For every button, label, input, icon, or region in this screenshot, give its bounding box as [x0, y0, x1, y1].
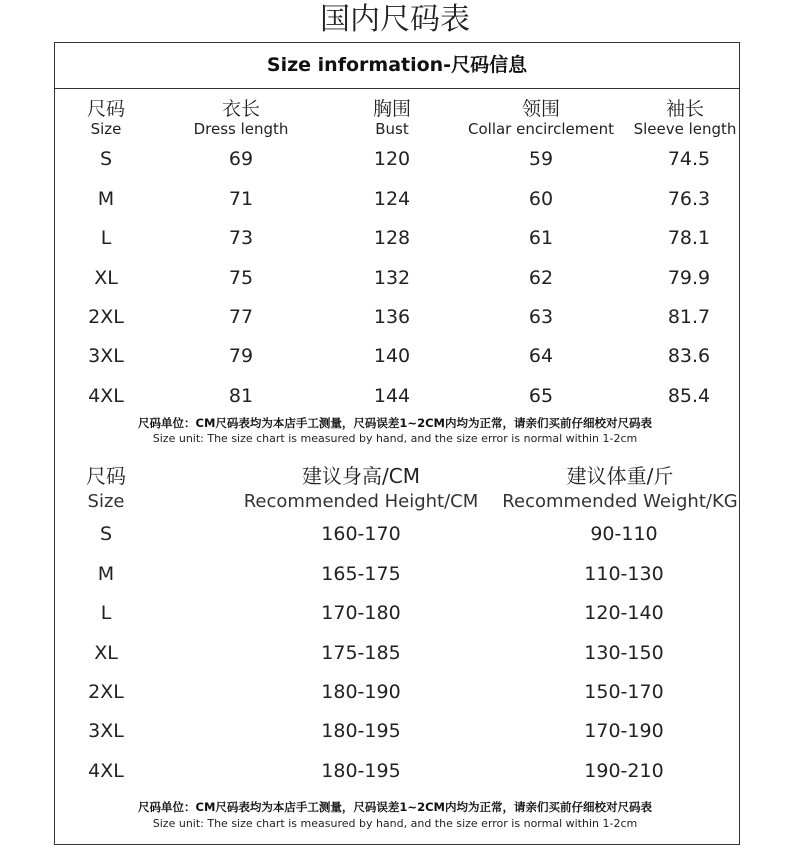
cell-bust: 144	[373, 385, 411, 407]
header2-height-en: Recommended Height/CM	[243, 491, 479, 512]
header-dress-length-zh: 衣长	[221, 98, 260, 120]
header-bust-en: Bust	[375, 120, 409, 138]
cell-weight: 90-110	[590, 523, 658, 545]
header2-height-zh: 建议身高/CM	[302, 464, 420, 488]
cell-sleeve: 85.4	[667, 385, 711, 407]
cell-sleeve: 74.5	[667, 148, 711, 170]
cell-weight: 190-210	[584, 760, 664, 782]
header-sleeve-en: Sleeve length	[633, 120, 737, 138]
cell-size: L	[100, 227, 112, 249]
cell-size: 3XL	[88, 345, 124, 367]
cell-weight: 110-130	[584, 563, 664, 585]
cell-size: 4XL	[88, 760, 124, 782]
table2-note-en: Size unit: The size chart is measured by hand, and the size error is normal within 1-2cm	[152, 817, 638, 830]
cell-bust: 128	[373, 227, 411, 249]
cell-sleeve: 79.9	[667, 267, 711, 289]
cell-bust: 132	[373, 267, 411, 289]
cell-height: 180-195	[321, 760, 401, 782]
cell-dress-length: 79	[228, 345, 254, 367]
cell-collar: 62	[528, 267, 554, 289]
header-collar-zh: 领围	[521, 98, 560, 120]
cell-size: XL	[94, 642, 118, 664]
cell-collar: 61	[528, 227, 554, 249]
cell-size: 2XL	[88, 681, 124, 703]
cell-height: 180-190	[321, 681, 401, 703]
cell-dress-length: 75	[228, 267, 254, 289]
cell-size: M	[97, 188, 115, 210]
cell-size: 4XL	[88, 385, 124, 407]
cell-bust: 140	[373, 345, 411, 367]
cell-height: 165-175	[321, 563, 401, 585]
cell-size: 3XL	[88, 720, 124, 742]
header2-size-zh: 尺码	[86, 464, 126, 488]
cell-size: M	[97, 563, 115, 585]
cell-bust: 136	[373, 306, 411, 328]
size-information-banner: Size information-尺码信息	[54, 42, 740, 89]
cell-bust: 120	[373, 148, 411, 170]
cell-dress-length: 71	[228, 188, 254, 210]
cell-height: 180-195	[321, 720, 401, 742]
cell-height: 170-180	[321, 602, 401, 624]
table1-note-en: Size unit: The size chart is measured by hand, and the size error is normal within 1-2cm	[152, 432, 638, 445]
cell-size: XL	[94, 267, 118, 289]
cell-dress-length: 77	[228, 306, 254, 328]
header-dress-length-en: Dress length	[193, 120, 289, 138]
cell-sleeve: 83.6	[667, 345, 711, 367]
cell-dress-length: 81	[228, 385, 254, 407]
cell-size: S	[99, 148, 113, 170]
cell-collar: 59	[528, 148, 554, 170]
cell-sleeve: 76.3	[667, 188, 711, 210]
cell-sleeve: 81.7	[667, 306, 711, 328]
cell-size: L	[100, 602, 112, 624]
cell-weight: 120-140	[584, 602, 664, 624]
cell-weight: 170-190	[584, 720, 664, 742]
header2-size-en: Size	[87, 491, 125, 512]
header-size-en: Size	[90, 120, 122, 138]
cell-collar: 63	[528, 306, 554, 328]
cell-weight: 150-170	[584, 681, 664, 703]
cell-weight: 130-150	[584, 642, 664, 664]
header-collar-en: Collar encirclement	[468, 120, 614, 138]
header2-weight-zh: 建议体重/斤	[566, 464, 674, 488]
cell-dress-length: 73	[228, 227, 254, 249]
cell-sleeve: 78.1	[667, 227, 711, 249]
header-size-zh: 尺码	[86, 98, 125, 120]
cell-height: 160-170	[321, 523, 401, 545]
page-title: 国内尺码表	[320, 2, 470, 37]
header-sleeve-zh: 袖长	[665, 98, 704, 120]
table1-note-cn: 尺码单位：CM尺码表均为本店手工测量，尺码误差1~2CM内均为正常，请亲们买前仔细校对尺码表	[138, 416, 652, 430]
table2-note-cn: 尺码单位：CM尺码表均为本店手工测量，尺码误差1~2CM内均为正常，请亲们买前仔细校对尺码表	[138, 800, 652, 814]
cell-collar: 64	[528, 345, 554, 367]
header-bust-zh: 胸围	[372, 98, 411, 120]
cell-size: 2XL	[88, 306, 124, 328]
header2-weight-en: Recommended Weight/KG	[502, 491, 738, 512]
cell-height: 175-185	[321, 642, 401, 664]
cell-dress-length: 69	[228, 148, 254, 170]
cell-collar: 60	[528, 188, 554, 210]
cell-size: S	[99, 523, 113, 545]
cell-bust: 124	[373, 188, 411, 210]
cell-collar: 65	[528, 385, 554, 407]
